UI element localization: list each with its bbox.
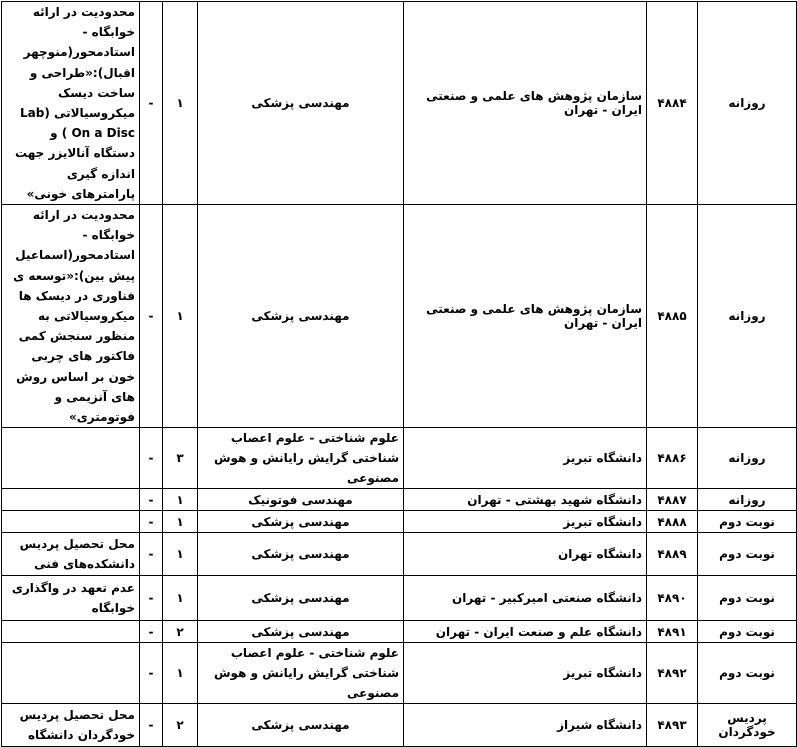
field-cell: علوم شناختی - علوم اعصاب شناختی گرایش رایانش و هوش مصنوعی xyxy=(198,643,404,704)
notes-cell: محل تحصیل پردیس دانشکده‌های فنی xyxy=(2,533,140,576)
table-row xyxy=(2,643,797,704)
field-cell: مهندسی پزشکی xyxy=(198,2,404,205)
gender-cell: - xyxy=(140,511,163,533)
capacity-cell: ۱ xyxy=(163,205,198,428)
capacity-cell: ۳ xyxy=(163,428,198,489)
capacity-cell: ۱ xyxy=(163,2,198,205)
table-row xyxy=(2,533,797,576)
course-type-cell: روزانه xyxy=(698,428,797,489)
program-code-cell: ۴۸۹۰ xyxy=(647,576,698,621)
capacity-cell: ۲ xyxy=(163,621,198,643)
capacity-cell: ۲ xyxy=(163,704,198,747)
field-cell: مهندسی پزشکی xyxy=(198,205,404,428)
program-code-cell: ۴۸۸۶ xyxy=(647,428,698,489)
course-type-cell: روزانه xyxy=(698,489,797,511)
program-code-cell: ۴۸۸۵ xyxy=(647,205,698,428)
notes-cell: محل تحصیل پردیس خودگردان دانشگاه xyxy=(2,704,140,747)
table-row xyxy=(2,205,797,428)
gender-cell: - xyxy=(140,643,163,704)
field-cell: مهندسی پزشکی xyxy=(198,621,404,643)
program-code-cell: ۴۸۸۴ xyxy=(647,2,698,205)
notes-cell: محدودیت در ارائه خوابگاه - استادمحور(منوچهر اقبال):«طراحی و ساخت دیسک میکروسیالاتی (Lab On a Disc ) و دستگاه آنالایزر جهت اندازه گیری پارامترهای خونی» xyxy=(2,2,140,205)
notes-cell xyxy=(2,489,140,511)
notes-cell xyxy=(2,621,140,643)
program-code-cell: ۴۸۹۳ xyxy=(647,704,698,747)
gender-cell: - xyxy=(140,205,163,428)
gender-cell: - xyxy=(140,489,163,511)
program-code-cell: ۴۸۹۱ xyxy=(647,621,698,643)
notes-cell: عدم تعهد در واگذاری خوابگاه xyxy=(2,576,140,621)
field-cell: علوم شناختی - علوم اعصاب شناختی گرایش رایانش و هوش مصنوعی xyxy=(198,428,404,489)
capacity-cell: ۱ xyxy=(163,643,198,704)
capacity-cell: ۱ xyxy=(163,489,198,511)
field-cell: مهندسی پزشکی xyxy=(198,511,404,533)
university-cell: دانشگاه تهران xyxy=(404,533,647,576)
notes-cell xyxy=(2,511,140,533)
notes-cell xyxy=(2,428,140,489)
table-row xyxy=(2,511,797,533)
program-code-cell: ۴۸۸۹ xyxy=(647,533,698,576)
capacity-cell: ۱ xyxy=(163,511,198,533)
course-type-cell: روزانه xyxy=(698,205,797,428)
course-type-cell: پردیس خودگردان xyxy=(698,704,797,747)
course-type-cell: نوبت دوم xyxy=(698,511,797,533)
capacity-cell: ۱ xyxy=(163,576,198,621)
table-body xyxy=(2,2,797,747)
program-code-cell: ۴۸۸۸ xyxy=(647,511,698,533)
university-cell: سازمان پژوهش های علمی و صنعتی ایران - تهران xyxy=(404,2,647,205)
field-cell: مهندسی پزشکی xyxy=(198,533,404,576)
course-type-cell: روزانه xyxy=(698,2,797,205)
capacity-cell: ۱ xyxy=(163,533,198,576)
university-cell: دانشگاه تبریز xyxy=(404,643,647,704)
table-row xyxy=(2,2,797,205)
gender-cell: - xyxy=(140,704,163,747)
gender-cell: - xyxy=(140,533,163,576)
table-row xyxy=(2,704,797,747)
notes-cell: محدودیت در ارائه خوابگاه - استادمحور(اسماعیل پیش بین):«توسعه ی فناوری در دیسک ها میکروسیالاتی به منظور سنجش کمی فاکتور های چربی خون بر اساس روش های آنزیمی و فوتومتری» xyxy=(2,205,140,428)
table-row xyxy=(2,428,797,489)
program-code-cell: ۴۸۸۷ xyxy=(647,489,698,511)
table-row xyxy=(2,489,797,511)
university-cell: دانشگاه شیراز xyxy=(404,704,647,747)
gender-cell: - xyxy=(140,576,163,621)
field-cell: مهندسی پزشکی xyxy=(198,704,404,747)
course-type-cell: نوبت دوم xyxy=(698,621,797,643)
table-row xyxy=(2,576,797,621)
gender-cell: - xyxy=(140,621,163,643)
university-cell: دانشگاه تبریز xyxy=(404,428,647,489)
notes-cell xyxy=(2,643,140,704)
course-type-cell: نوبت دوم xyxy=(698,533,797,576)
university-cell: دانشگاه علم و صنعت ایران - تهران xyxy=(404,621,647,643)
program-code-cell: ۴۸۹۲ xyxy=(647,643,698,704)
university-cell: دانشگاه تبریز xyxy=(404,511,647,533)
field-cell: مهندسی فوتونیک xyxy=(198,489,404,511)
university-cell: سازمان پژوهش های علمی و صنعتی ایران - تهران xyxy=(404,205,647,428)
programs-table xyxy=(1,1,797,747)
gender-cell: - xyxy=(140,2,163,205)
university-cell: دانشگاه صنعتی امیرکبیر - تهران xyxy=(404,576,647,621)
table-row xyxy=(2,621,797,643)
course-type-cell: نوبت دوم xyxy=(698,576,797,621)
course-type-cell: نوبت دوم xyxy=(698,643,797,704)
field-cell: مهندسی پزشکی xyxy=(198,576,404,621)
gender-cell: - xyxy=(140,428,163,489)
university-cell: دانشگاه شهید بهشتی - تهران xyxy=(404,489,647,511)
